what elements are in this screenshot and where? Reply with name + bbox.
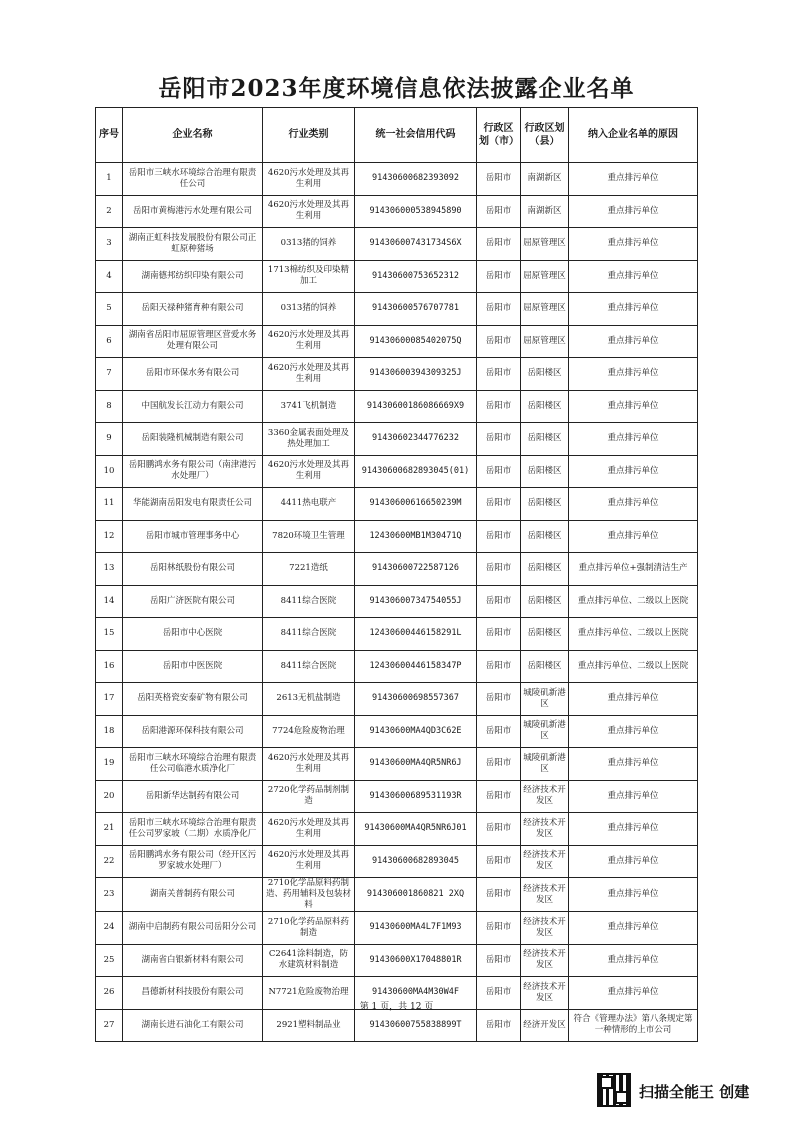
cell-company: 岳阳广济医院有限公司 xyxy=(123,585,263,618)
cell-company: 岳阳林纸股份有限公司 xyxy=(123,553,263,586)
table-row xyxy=(96,325,698,358)
cell-reason: 重点排污单位 xyxy=(569,780,698,813)
cell-county: 经济技术开发区 xyxy=(521,977,569,1010)
cell-credit-code: 914306007431734S6X xyxy=(355,228,477,261)
cell-credit-code: 91430600722587126 xyxy=(355,553,477,586)
cell-industry: 4620污水处理及其再生利用 xyxy=(263,358,355,391)
table-row xyxy=(96,553,698,586)
cell-county: 岳阳楼区 xyxy=(521,553,569,586)
cell-credit-code: 91430602344776232 xyxy=(355,423,477,456)
table-row xyxy=(96,585,698,618)
table-row xyxy=(96,683,698,716)
cell-county: 经济技术开发区 xyxy=(521,845,569,878)
cell-county: 屈原管理区 xyxy=(521,325,569,358)
cell-county: 经济技术开发区 xyxy=(521,878,569,912)
cell-reason: 重点排污单位 xyxy=(569,683,698,716)
cell-company: 岳阳市三峡水环境综合治理有限责任公司 xyxy=(123,163,263,196)
cell-credit-code: 91430600MA4QR5NR6J01 xyxy=(355,813,477,846)
cell-company: 岳阳英格瓷安泰矿物有限公司 xyxy=(123,683,263,716)
cell-reason: 重点排污单位、二级以上医院 xyxy=(569,650,698,683)
cell-index: 24 xyxy=(96,912,123,945)
cell-county: 南湖新区 xyxy=(521,195,569,228)
cell-city: 岳阳市 xyxy=(477,163,521,196)
cell-reason: 重点排污单位 xyxy=(569,293,698,326)
table-row xyxy=(96,228,698,261)
cell-reason: 重点排污单位 xyxy=(569,878,698,912)
cell-company: 岳阳市中医医院 xyxy=(123,650,263,683)
cell-index: 14 xyxy=(96,585,123,618)
page-footer: 第 1 页，共 12 页 xyxy=(359,1002,434,1012)
cell-industry: 2710化学药品原料药制造 xyxy=(263,912,355,945)
cell-credit-code: 91430600698557367 xyxy=(355,683,477,716)
cell-industry: 2921塑料制品业 xyxy=(263,1009,355,1042)
cell-city: 岳阳市 xyxy=(477,228,521,261)
cell-county: 屈原管理区 xyxy=(521,260,569,293)
cell-county: 岳阳楼区 xyxy=(521,390,569,423)
column-header-industry: 行业类别 xyxy=(263,108,355,163)
cell-reason: 重点排污单位 xyxy=(569,977,698,1010)
cell-index: 1 xyxy=(96,163,123,196)
cell-industry: 4620污水处理及其再生利用 xyxy=(263,195,355,228)
table-row xyxy=(96,488,698,521)
table-row xyxy=(96,390,698,423)
cell-index: 21 xyxy=(96,813,123,846)
cell-county: 城陵矶新港区 xyxy=(521,683,569,716)
cell-credit-code: 914306000538945890 xyxy=(355,195,477,228)
cell-company: 湖南关普制药有限公司 xyxy=(123,878,263,912)
cell-company: 岳阳港源环保科技有限公司 xyxy=(123,715,263,748)
cell-reason: 重点排污单位 xyxy=(569,325,698,358)
cell-reason: 符合《管理办法》第八条规定第一种情形的上市公司 xyxy=(569,1009,698,1042)
cell-index: 5 xyxy=(96,293,123,326)
table-row xyxy=(96,358,698,391)
cell-credit-code: 91430600755838899T xyxy=(355,1009,477,1042)
cell-industry: 8411综合医院 xyxy=(263,618,355,651)
cell-city: 岳阳市 xyxy=(477,683,521,716)
cell-county: 南湖新区 xyxy=(521,163,569,196)
table-row xyxy=(96,878,698,912)
cell-reason: 重点排污单位 xyxy=(569,488,698,521)
cell-credit-code: 12430600446158291L xyxy=(355,618,477,651)
cell-industry: 2710化学品原料药制造、药用辅料及包装材料 xyxy=(263,878,355,912)
cell-index: 3 xyxy=(96,228,123,261)
cell-reason: 重点排污单位 xyxy=(569,520,698,553)
cell-credit-code: 91430600689531193R xyxy=(355,780,477,813)
cell-city: 岳阳市 xyxy=(477,715,521,748)
cell-reason: 重点排污单位 xyxy=(569,260,698,293)
cell-city: 岳阳市 xyxy=(477,813,521,846)
cell-county: 经济技术开发区 xyxy=(521,912,569,945)
cell-company: 昌德新材科技股份有限公司 xyxy=(123,977,263,1010)
cell-county: 经济技术开发区 xyxy=(521,780,569,813)
cell-city: 岳阳市 xyxy=(477,845,521,878)
table-row xyxy=(96,650,698,683)
cell-credit-code: 91430600682893045 xyxy=(355,845,477,878)
cell-index: 2 xyxy=(96,195,123,228)
cell-index: 26 xyxy=(96,977,123,1010)
cell-credit-code: 91430600576707781 xyxy=(355,293,477,326)
column-header-credit-code: 统一社会信用代码 xyxy=(355,108,477,163)
cell-city: 岳阳市 xyxy=(477,748,521,781)
cell-credit-code: 91430600682893045(01) xyxy=(355,455,477,488)
cell-industry: 8411综合医院 xyxy=(263,585,355,618)
table-row xyxy=(96,780,698,813)
qr-code-icon xyxy=(597,1073,631,1107)
cell-company: 湖南中启制药有限公司岳阳分公司 xyxy=(123,912,263,945)
cell-industry: 4620污水处理及其再生利用 xyxy=(263,163,355,196)
cell-reason: 重点排污单位 xyxy=(569,813,698,846)
cell-credit-code: 12430600MB1M30471Q xyxy=(355,520,477,553)
cell-reason: 重点排污单位 xyxy=(569,912,698,945)
table-row xyxy=(96,423,698,456)
cell-credit-code: 91430600616650239M xyxy=(355,488,477,521)
cell-credit-code: 91430600186086669X9 xyxy=(355,390,477,423)
cell-city: 岳阳市 xyxy=(477,650,521,683)
cell-county: 岳阳楼区 xyxy=(521,585,569,618)
cell-city: 岳阳市 xyxy=(477,455,521,488)
cell-index: 7 xyxy=(96,358,123,391)
cell-industry: 7820环境卫生管理 xyxy=(263,520,355,553)
cell-index: 23 xyxy=(96,878,123,912)
cell-industry: 1713棉纺织及印染精加工 xyxy=(263,260,355,293)
cell-county: 经济开发区 xyxy=(521,1009,569,1042)
cell-company: 岳阳市三峡水环境综合治理有限责任公司临港水质净化厂 xyxy=(123,748,263,781)
cell-reason: 重点排污单位 xyxy=(569,163,698,196)
cell-city: 岳阳市 xyxy=(477,358,521,391)
cell-city: 岳阳市 xyxy=(477,423,521,456)
cell-county: 岳阳楼区 xyxy=(521,358,569,391)
cell-industry: 4411热电联产 xyxy=(263,488,355,521)
cell-company: 岳阳新华达制药有限公司 xyxy=(123,780,263,813)
cell-reason: 重点排污单位、二级以上医院 xyxy=(569,585,698,618)
cell-index: 4 xyxy=(96,260,123,293)
scanner-watermark xyxy=(597,1073,777,1109)
cell-city: 岳阳市 xyxy=(477,325,521,358)
cell-county: 城陵矶新港区 xyxy=(521,715,569,748)
cell-reason: 重点排污单位 xyxy=(569,845,698,878)
cell-city: 岳阳市 xyxy=(477,293,521,326)
cell-industry: N7721危险废物治理 xyxy=(263,977,355,1010)
cell-index: 6 xyxy=(96,325,123,358)
cell-industry: 4620污水处理及其再生利用 xyxy=(263,325,355,358)
cell-city: 岳阳市 xyxy=(477,553,521,586)
cell-credit-code: 91430600X17048801R xyxy=(355,944,477,977)
table-row xyxy=(96,813,698,846)
cell-city: 岳阳市 xyxy=(477,1009,521,1042)
cell-company: 岳阳装隆机械制造有限公司 xyxy=(123,423,263,456)
cell-index: 17 xyxy=(96,683,123,716)
cell-city: 岳阳市 xyxy=(477,878,521,912)
cell-county: 岳阳楼区 xyxy=(521,488,569,521)
cell-credit-code: 91430600085402075Q xyxy=(355,325,477,358)
cell-company: 岳阳市黄梅港污水处理有限公司 xyxy=(123,195,263,228)
cell-reason: 重点排污单位 xyxy=(569,423,698,456)
cell-industry: 0313猪的饲养 xyxy=(263,293,355,326)
table-row xyxy=(96,748,698,781)
column-header-company: 企业名称 xyxy=(123,108,263,163)
cell-credit-code: 91430600682393092 xyxy=(355,163,477,196)
column-header-index: 序号 xyxy=(96,108,123,163)
cell-city: 岳阳市 xyxy=(477,195,521,228)
table-row xyxy=(96,293,698,326)
cell-company: 岳阳鹏鸿水务有限公司（南津港污水处理厂） xyxy=(123,455,263,488)
cell-credit-code: 91430600MA4L7F1M93 xyxy=(355,912,477,945)
cell-index: 18 xyxy=(96,715,123,748)
cell-city: 岳阳市 xyxy=(477,260,521,293)
cell-company: 岳阳市三峡水环境综合治理有限责任公司罗家坡（二期）水质净化厂 xyxy=(123,813,263,846)
cell-credit-code: 91430600734754055J xyxy=(355,585,477,618)
cell-county: 岳阳楼区 xyxy=(521,650,569,683)
cell-city: 岳阳市 xyxy=(477,618,521,651)
cell-company: 湖南省岳阳市屈原管理区营爱水务处理有限公司 xyxy=(123,325,263,358)
cell-county: 经济技术开发区 xyxy=(521,813,569,846)
column-header-reason: 纳入企业名单的原因 xyxy=(569,108,698,163)
cell-industry: 3741飞机制造 xyxy=(263,390,355,423)
cell-reason: 重点排污单位 xyxy=(569,195,698,228)
cell-credit-code: 91430600394309325J xyxy=(355,358,477,391)
cell-index: 8 xyxy=(96,390,123,423)
cell-index: 25 xyxy=(96,944,123,977)
cell-credit-code: 91430600MA4QD3C62E xyxy=(355,715,477,748)
cell-industry: 0313猪的饲养 xyxy=(263,228,355,261)
column-header-county: 行政区划（县） xyxy=(521,108,569,163)
table-row xyxy=(96,1009,698,1042)
cell-industry: 7724危险废物治理 xyxy=(263,715,355,748)
cell-index: 27 xyxy=(96,1009,123,1042)
enterprise-table xyxy=(95,107,698,1042)
cell-company: 岳阳天禄种猪育种有限公司 xyxy=(123,293,263,326)
cell-reason: 重点排污单位 xyxy=(569,748,698,781)
cell-company: 湖南德邦纺织印染有限公司 xyxy=(123,260,263,293)
table-row xyxy=(96,618,698,651)
cell-industry: 4620污水处理及其再生利用 xyxy=(263,748,355,781)
table-row xyxy=(96,912,698,945)
cell-index: 22 xyxy=(96,845,123,878)
cell-company: 岳阳市城市管理事务中心 xyxy=(123,520,263,553)
cell-index: 19 xyxy=(96,748,123,781)
table-row xyxy=(96,455,698,488)
cell-company: 华能湖南岳阳发电有限责任公司 xyxy=(123,488,263,521)
cell-index: 9 xyxy=(96,423,123,456)
cell-index: 11 xyxy=(96,488,123,521)
cell-industry: 7221造纸 xyxy=(263,553,355,586)
cell-industry: C2641涂料制造，防水建筑材料制造 xyxy=(263,944,355,977)
cell-reason: 重点排污单位 xyxy=(569,455,698,488)
table-row xyxy=(96,845,698,878)
cell-company: 岳阳市环保水务有限公司 xyxy=(123,358,263,391)
table-row xyxy=(96,195,698,228)
cell-credit-code: 12430600446158347P xyxy=(355,650,477,683)
table-row xyxy=(96,520,698,553)
cell-county: 经济技术开发区 xyxy=(521,944,569,977)
table-header-row xyxy=(96,108,698,163)
table-row xyxy=(96,163,698,196)
cell-county: 城陵矶新港区 xyxy=(521,748,569,781)
cell-county: 屈原管理区 xyxy=(521,228,569,261)
cell-credit-code: 91430600MA4M30W4F xyxy=(355,977,477,1010)
column-header-city: 行政区划（市） xyxy=(477,108,521,163)
cell-reason: 重点排污单位 xyxy=(569,228,698,261)
cell-city: 岳阳市 xyxy=(477,585,521,618)
cell-index: 10 xyxy=(96,455,123,488)
cell-company: 中国航发长江动力有限公司 xyxy=(123,390,263,423)
cell-industry: 4620污水处理及其再生利用 xyxy=(263,455,355,488)
cell-industry: 2613无机盐制造 xyxy=(263,683,355,716)
cell-city: 岳阳市 xyxy=(477,488,521,521)
table-row xyxy=(96,944,698,977)
cell-company: 岳阳市中心医院 xyxy=(123,618,263,651)
cell-credit-code: 91430600753652312 xyxy=(355,260,477,293)
cell-city: 岳阳市 xyxy=(477,944,521,977)
cell-reason: 重点排污单位、二级以上医院 xyxy=(569,618,698,651)
cell-reason: 重点排污单位+强制清洁生产 xyxy=(569,553,698,586)
cell-city: 岳阳市 xyxy=(477,390,521,423)
table-row xyxy=(96,260,698,293)
cell-reason: 重点排污单位 xyxy=(569,390,698,423)
cell-index: 15 xyxy=(96,618,123,651)
cell-company: 湖南省白银新材料有限公司 xyxy=(123,944,263,977)
cell-industry: 4620污水处理及其再生利用 xyxy=(263,845,355,878)
cell-county: 岳阳楼区 xyxy=(521,520,569,553)
cell-reason: 重点排污单位 xyxy=(569,944,698,977)
cell-industry: 3360金属表面处理及热处理加工 xyxy=(263,423,355,456)
cell-city: 岳阳市 xyxy=(477,780,521,813)
cell-industry: 8411综合医院 xyxy=(263,650,355,683)
cell-company: 湖南长进石油化工有限公司 xyxy=(123,1009,263,1042)
cell-city: 岳阳市 xyxy=(477,520,521,553)
cell-county: 岳阳楼区 xyxy=(521,455,569,488)
cell-city: 岳阳市 xyxy=(477,912,521,945)
cell-county: 岳阳楼区 xyxy=(521,618,569,651)
cell-index: 13 xyxy=(96,553,123,586)
cell-city: 岳阳市 xyxy=(477,977,521,1010)
watermark-label: 扫描全能王 创建 xyxy=(639,1083,750,1101)
cell-company: 岳阳鹏鸿水务有限公司（经开区污罗家坡水处理厂） xyxy=(123,845,263,878)
cell-industry: 2720化学药品制剂制造 xyxy=(263,780,355,813)
cell-county: 岳阳楼区 xyxy=(521,423,569,456)
cell-industry: 4620污水处理及其再生利用 xyxy=(263,813,355,846)
cell-index: 12 xyxy=(96,520,123,553)
cell-county: 屈原管理区 xyxy=(521,293,569,326)
table-row xyxy=(96,715,698,748)
cell-index: 20 xyxy=(96,780,123,813)
cell-credit-code: 91430600MA4QR5NR6J xyxy=(355,748,477,781)
cell-reason: 重点排污单位 xyxy=(569,715,698,748)
cell-reason: 重点排污单位 xyxy=(569,358,698,391)
cell-index: 16 xyxy=(96,650,123,683)
cell-credit-code: 914306001860821 2XQ xyxy=(355,878,477,912)
document-title: 岳阳市2023年度环境信息依法披露企业名单 xyxy=(158,75,635,102)
cell-company: 湖南正虹科技发展股份有限公司正虹原种猪场 xyxy=(123,228,263,261)
